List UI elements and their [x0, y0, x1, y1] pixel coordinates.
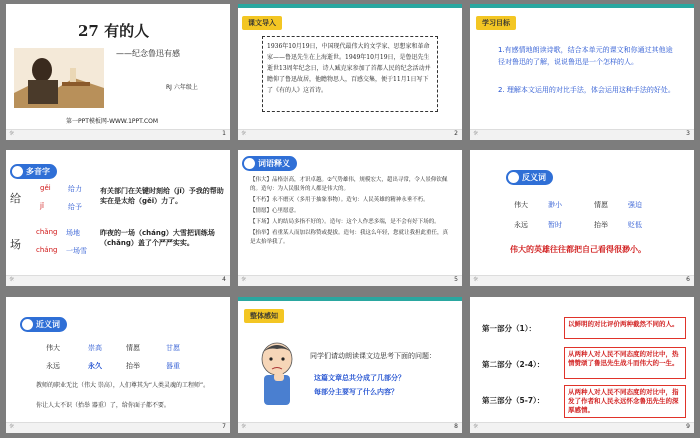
char-gei: 给	[10, 192, 21, 205]
section-bubble	[506, 170, 553, 185]
slide-footer	[238, 275, 462, 286]
antonym-answer: 暂时	[548, 221, 562, 229]
page-number: 7	[222, 423, 226, 430]
slide-footer	[6, 275, 230, 286]
synonym-sentence-1: 教师的职业无比（伟大 崇高），人们尊其为“人类灵魂的工程师”。	[36, 382, 210, 389]
slide-marker: ☼	[473, 130, 479, 137]
word-chang-1: 场地	[66, 229, 80, 237]
pinyin-gei-1: gěi	[40, 184, 51, 192]
slide-marker: ☼	[9, 130, 15, 137]
part-text: 从两种人对人民不同态度的对比中，指发了作者和人民永远怀念鲁迅先生的深厚感情。	[568, 388, 679, 414]
slide-marker: ☼	[241, 423, 247, 430]
synonym-answer: 器重	[166, 362, 180, 370]
slide-title: 27 有的人	[78, 22, 150, 40]
char-chang: 场	[10, 238, 21, 251]
portrait-woodcut-image	[14, 48, 104, 108]
synonym-answer: 永久	[88, 362, 102, 370]
antonym-word: 永远	[514, 221, 528, 229]
page-number: 5	[454, 276, 458, 283]
intro-paragraph: 1936年10月19日，中国现代最伟大的文学家、思想家和革命家——鲁迅先生在上海逝世。1949年10月19日，是鲁迅先生逝世13周年纪念日，诗人臧克家参加了首都人民的纪念活动并瞻仰了鲁迅故居，他瞻物思人，百感交集，便于11月1日写下了《有的人》这首诗。	[267, 43, 431, 94]
section-bubble	[242, 156, 297, 171]
slide-subtitle: ——纪念鲁迅有感	[116, 49, 180, 58]
slide-5-glossary[interactable]	[238, 150, 462, 286]
page-number: 9	[686, 423, 690, 430]
page-number: 3	[686, 130, 690, 137]
slide-1-title[interactable]	[6, 4, 230, 140]
intro-text-box	[262, 36, 438, 112]
section-tag: 学习目标	[476, 16, 516, 30]
word-chang-2: 一场雪	[66, 247, 87, 255]
goal-1-text: 1.有感情地朗读诗歌，结合本单元的课文和你通过其他途径对鲁迅的了解，说说鲁迅是一个怎样的人。	[498, 46, 673, 66]
slide-footer	[470, 422, 694, 433]
word-gei-1: 给力	[68, 185, 82, 193]
slide-4-polyphone[interactable]	[6, 150, 230, 286]
part-box	[564, 317, 686, 339]
goal-2-text: 2. 理解本文运用的对比手法，体会运用这种手法的好处。	[498, 86, 675, 94]
slide-3-goals[interactable]	[470, 4, 694, 140]
slide-footer	[238, 129, 462, 140]
bubble-label: 词语释义	[258, 159, 290, 168]
slide-footer	[470, 275, 694, 286]
bubble-label: 多音字	[26, 167, 50, 176]
synonym-answer: 甘愿	[166, 344, 180, 352]
slide-footer	[238, 422, 462, 433]
slide-6-antonyms[interactable]	[470, 150, 694, 286]
antonym-answer: 渺小	[548, 201, 562, 209]
part-box	[564, 347, 686, 379]
slide-footer	[6, 422, 230, 433]
slide-9-structure[interactable]	[470, 297, 694, 433]
synonym-word: 永远	[46, 362, 60, 370]
question-2: 每部分主要写了什么内容？	[314, 388, 398, 396]
slide-footer	[470, 129, 694, 140]
antonym-sentence: 伟大的英雄往往都把自己看得很渺小。	[510, 245, 646, 254]
glossary-item: 【下场】人的结局多指不好的）。造句：这个人作恶多端，是不会有好下场的。	[250, 219, 440, 225]
slide-2-intro[interactable]	[238, 4, 462, 140]
synonym-answer: 崇高	[88, 344, 102, 352]
website-credit: 第一PPT模板网-WWW.1PPT.COM	[66, 118, 159, 125]
synonym-word: 抬举	[126, 362, 140, 370]
bubble-dot-icon	[508, 172, 519, 183]
section-bubble	[20, 317, 67, 332]
part-label: 第一部分（1）：	[482, 324, 536, 333]
slide-marker: ☼	[9, 276, 15, 283]
section-tag: 整体感知	[244, 309, 284, 323]
antonym-word: 情愿	[594, 201, 608, 209]
bubble-label: 反义词	[522, 173, 546, 182]
section-tag: 课文导入	[242, 16, 282, 30]
overview-intro: 同学们请动朗读课文边思考下面的问题：	[310, 352, 436, 360]
page-number: 4	[222, 276, 226, 283]
part-box	[564, 385, 686, 418]
example-sentence-1: 有关部门在关键时刻给（jǐ）予我的帮助实在是太给（gěi）力了。	[100, 187, 224, 205]
synonym-word: 伟大	[46, 344, 60, 352]
glossary-list	[250, 176, 450, 247]
antonym-word: 抬举	[594, 221, 608, 229]
slide-marker: ☼	[241, 130, 247, 137]
slide-marker: ☼	[473, 423, 479, 430]
slide-marker: ☼	[473, 276, 479, 283]
glossary-item: 【抬举】看重某人而加以称赞或提拔。造句：我这么年轻，您就让我担此重任，真是太抬举我了。	[250, 230, 449, 245]
antonym-answer: 贬低	[628, 221, 642, 229]
word-gei-2: 给予	[68, 203, 82, 211]
part-label: 第二部分（2-4）：	[482, 360, 545, 369]
part-text: 从两种人对人民不同态度的对比中，热情赞颂了鲁迅先生战斗而伟大的一生。	[568, 350, 679, 367]
slide-footer	[6, 129, 230, 140]
part-text: 以鲜明的对比评价两种截然不同的人。	[568, 320, 679, 328]
pinyin-chang-2: cháng	[36, 246, 58, 254]
synonym-sentence-2: 你让人太不识（抬举 器重）了，给你面子都不要。	[36, 402, 170, 409]
glossary-item: 【不朽】永不磨灭（多用于抽象事物）。造句：人民英雄的精神永垂不朽。	[250, 197, 429, 203]
page-number: 6	[686, 276, 690, 283]
top-band	[238, 4, 462, 8]
slide-8-overview[interactable]	[238, 297, 462, 433]
top-band	[238, 297, 462, 301]
thinking-boy-illustration	[252, 337, 302, 407]
slide-marker: ☼	[241, 276, 247, 283]
page-number: 2	[454, 130, 458, 137]
part-label: 第三部分（5-7）：	[482, 396, 545, 405]
bubble-label: 近义词	[36, 320, 60, 329]
synonym-word: 情愿	[126, 344, 140, 352]
top-band	[470, 4, 694, 8]
antonym-word: 伟大	[514, 201, 528, 209]
pinyin-gei-2: jǐ	[40, 202, 44, 210]
bubble-dot-icon	[244, 158, 255, 169]
edition-label: RJ 六年级上	[166, 84, 198, 91]
pinyin-chang-1: chǎng	[36, 228, 58, 236]
glossary-item: 【伟大】品格崇高，才识卓越。②气势雄伟，规模宏大，超出寻常，令人景仰钦佩的。造句：为人民服务的人都是伟大的。	[250, 177, 448, 192]
question-1: 这篇文章总共分成了几部分？	[314, 374, 405, 382]
slide-7-synonyms[interactable]	[6, 297, 230, 433]
slide-marker: ☼	[9, 423, 15, 430]
page-number: 1	[222, 130, 226, 137]
glossary-item: 【情愿】心里愿意。	[250, 208, 300, 214]
antonym-answer: 强迫	[628, 201, 642, 209]
bubble-dot-icon	[12, 166, 23, 177]
page-number: 8	[454, 423, 458, 430]
section-bubble	[10, 164, 57, 179]
bubble-dot-icon	[22, 319, 33, 330]
example-sentence-2: 昨夜的一场（cháng）大雪把训练场（chǎng）盖了个严严实实。	[100, 229, 215, 247]
